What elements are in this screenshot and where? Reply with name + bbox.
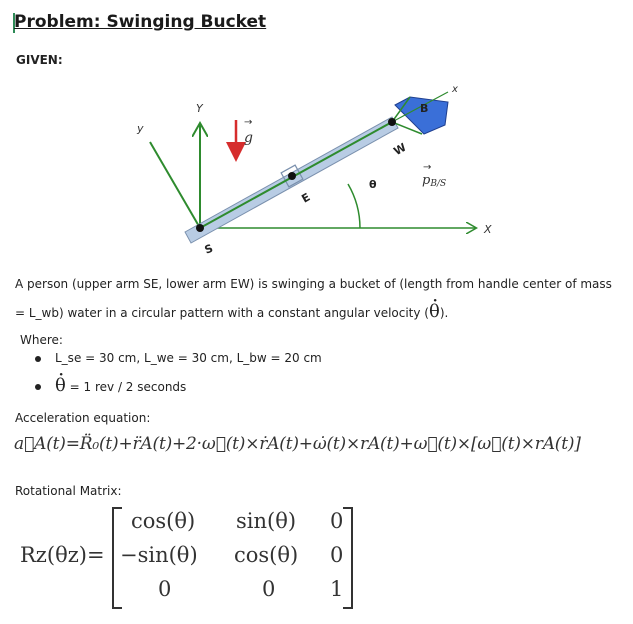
gravity-label: g bbox=[244, 130, 253, 146]
right-bracket bbox=[343, 507, 353, 609]
matrix-cell: cos(θ) bbox=[131, 509, 196, 533]
matrix-cell: cos(θ) bbox=[234, 543, 299, 567]
theta-arc bbox=[348, 184, 360, 228]
list-item bbox=[40, 348, 322, 376]
list-item bbox=[40, 376, 322, 404]
swinging-bucket-diagram bbox=[130, 80, 510, 265]
matrix-cell: 0 bbox=[262, 577, 276, 601]
matrix-cell: −sin(θ) bbox=[120, 543, 198, 567]
wrist-label: W bbox=[391, 140, 409, 159]
matrix-cell: 1 bbox=[330, 577, 344, 601]
p-vector-arrow: → bbox=[423, 162, 432, 173]
angular-velocity-text: = 1 rev / 2 seconds bbox=[65, 380, 187, 394]
bucket-label: B bbox=[420, 102, 429, 115]
shoulder-label: S bbox=[202, 241, 215, 257]
description-text-end: ). bbox=[439, 306, 449, 320]
acceleration-equation: a⃗A(t)=R̈₀(t)+r̈A(t)+2·ω⃗(t)×ṙA(t)+ω̇(t)×rA(t)+ω⃗(t)×[ω⃗(t)×rA(t)] bbox=[14, 434, 581, 454]
matrix-lhs: Rz(θz)= bbox=[20, 543, 105, 567]
lengths-text: L_se = 30 cm, L_we = 30 cm, L_bw = 20 cm bbox=[55, 351, 322, 365]
theta-dot-symbol: · θ bbox=[429, 298, 440, 326]
theta-dot-symbol: · θ bbox=[55, 376, 66, 396]
given-values-list bbox=[40, 348, 322, 404]
matrix-cell: 0 bbox=[158, 577, 172, 601]
p-vector-label: pB/S bbox=[422, 173, 447, 189]
matrix-cell: sin(θ) bbox=[236, 509, 297, 533]
gravity-vector-arrow: → bbox=[244, 117, 253, 128]
elbow-point bbox=[288, 172, 296, 180]
elbow-label: E bbox=[299, 190, 313, 206]
where-label: Where: bbox=[20, 333, 63, 347]
problem-description bbox=[15, 270, 615, 327]
x-axis-label: X bbox=[484, 223, 492, 236]
rotation-matrix bbox=[16, 505, 361, 610]
y-rotated-axis bbox=[150, 142, 200, 228]
shoulder-point bbox=[196, 224, 204, 232]
acceleration-label: Acceleration equation: bbox=[15, 411, 151, 425]
matrix-cell: 0 bbox=[330, 543, 344, 567]
theta-label: θ bbox=[369, 178, 377, 191]
arm-center-line bbox=[200, 122, 392, 228]
given-heading: GIVEN: bbox=[16, 53, 63, 67]
matrix-cell: 0 bbox=[330, 509, 344, 533]
rotation-matrix-label: Rotational Matrix: bbox=[15, 484, 122, 498]
page-title: Problem: Swinging Bucket bbox=[14, 12, 267, 32]
wrist-point bbox=[388, 118, 396, 126]
y-rotated-label: y bbox=[137, 122, 144, 135]
y-axis-label: Y bbox=[196, 102, 203, 115]
x-rotated-label: x bbox=[452, 84, 458, 95]
description-text: A person (upper arm SE, lower arm EW) is swinging a bucket of (length from handle center of mass = L_wb) water in a circular pattern with a constant angular velocity ( bbox=[15, 277, 612, 320]
